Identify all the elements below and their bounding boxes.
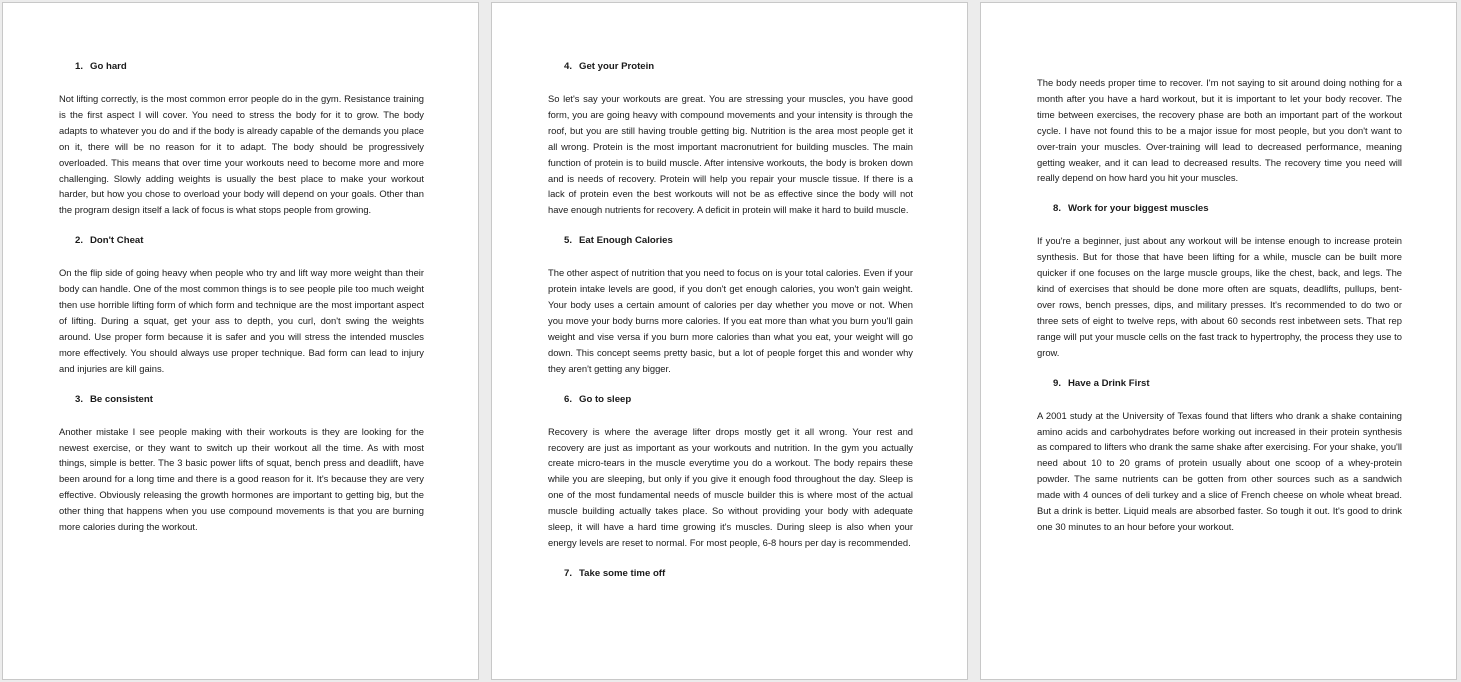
section-body: A 2001 study at the University of Texas found that lifters who drank a shake containing amino acids and carbohydrates before working out increased in their protein synthesis as compared to lifters who drank the same shake after exercising. For your shake, you'll need about 10 to 20 grams of protein usually about one scoop of a whey-protein powder. The same nutrients can be gotten from other sources such as a sandwich made with 4 ounces of deli turkey and a slice of French cheese on whole wheat bread. But a drink is better. Liquid meals are absorbed faster. So tough it out. It's good to drink one 30 minutes to an hour before your workout.: [1037, 409, 1402, 532]
section-heading-take-some-time-off: [548, 566, 913, 582]
section-heading-eat-enough-calories: [548, 233, 913, 249]
section-number: 6.: [564, 393, 573, 405]
page-content: [548, 59, 913, 598]
section-body: Recovery is where the average lifter drops mostly get it all wrong. Your rest and recovery are just as important as your workouts and nutrition. In the gym you actually create micro-tears in the muscle everytime you do a workout. The body repairs these while you are sleeping, but only if you give it enough food throughout the day. Sleep is one of the most fundamental needs of muscle builder this is where most of the actual muscle building actually takes place. So without providing your body with adequate sleep, it will have a hard time growing it's muscles. During sleep is also when your energy levels are reset to normal. For most people, 6-8 hours per day is recommended.: [548, 425, 913, 548]
page-content: [59, 59, 424, 550]
section-number: 5.: [564, 235, 573, 247]
section-body: So let's say your workouts are great. You are stressing your muscles, you have good form, you are going heavy with compound movements and your intensity is through the roof, but you are still having trouble getting big. Nutrition is the area most people get it all wrong. Protein is the most important macronutrient for building muscles. The main function of protein is to build muscle. After intensive workouts, the body is broken down and is needs of recovery. Protein will help you repair your muscle tissue. If there is a lack of protein even the best workouts will not be as effective since the body will not have enough nutrients for recovery. A deficit in protein will make it hard to build muscle.: [548, 93, 913, 216]
section-number: 1.: [75, 61, 84, 72]
section-heading-dont-cheat: [59, 233, 424, 249]
document-page-2[interactable]: [491, 2, 968, 680]
section-heading-get-your-protein: [548, 59, 913, 75]
section-title: Be consistent: [90, 393, 153, 405]
page-content: [1037, 75, 1402, 550]
section-number: 8.: [1053, 203, 1062, 215]
section-number: 3.: [75, 393, 84, 405]
document-page-1[interactable]: [2, 2, 479, 680]
section-title: Get your Protein: [579, 61, 655, 72]
section-body: If you're a beginner, just about any workout will be intense enough to increase protein synthesis. But for those that have been lifting for a while, muscle can be built more quicker if one focuses on the large muscle groups, like the chest, back, and legs. The kind of exercises that should be done more often are squats, deadlifts, pullups, bent-over rows, bench presses, dips, and military presses. It's recommended to do two or three sets of eight to twelve reps, with about 60 seconds rest inbetween sets. That rep range will put your muscle cells on the fast track to hypertrophy, the process they use to grow.: [1037, 235, 1402, 358]
document-page-3[interactable]: [980, 2, 1457, 680]
section-title: Go to sleep: [579, 393, 632, 405]
section-heading-have-a-drink-first: [1037, 376, 1402, 392]
section-heading-be-consistent: [59, 392, 424, 408]
section-body: On the flip side of going heavy when people who try and lift way more weight than their body can handle. One of the most common things is to see people pile too much weight then use horrible lifting form of which form and technique are the most important aspect of lifting. During a squat, get your ass to depth, you curl, don't swing the weights around. Use proper form because it is safer and you will stress the intended muscles more effectively. You should always use proper technique. Bad form can lead to injury and injuries are kill gains.: [59, 267, 424, 374]
section-number: 4.: [564, 61, 573, 72]
section-body: The other aspect of nutrition that you need to focus on is your total calories. Even if your protein intake levels are good, if you don't get enough calories, you won't gain weight. Your body uses a certain amount of calories per day whether you move or not. When you move your body burns more calories. If you eat more than what you burn you'll gain weight and vise versa if you burn more calories than what you eat, your weight will go down. This concept seems pretty basic, but a lot of people forget this and wonder why they aren't getting any bigger.: [548, 267, 913, 374]
section-title: Go hard: [90, 61, 127, 72]
section-body: Not lifting correctly, is the most common error people do in the gym. Resistance training is the first aspect I will cover. You need to stress the body for it to grow. The body adapts to whatever you do and if the body is already capable of the demands you place on it, there will be no reason for it to adapt. The body should be progressively overloaded. This means that over time your workouts need to become more and more challenging. Slowly adding weights is usually the best place to make your workout harder, but how you chose to overload your body will depend on your goals. Other than the program design itself a lack of focus is what stops people from growing.: [59, 93, 424, 216]
section-heading-work-for-your-biggest-muscles: [1037, 201, 1402, 217]
section-body: Another mistake I see people making with their workouts is they are looking for the newest exercise, or they want to switch up their workout all the time. As with most things, simple is better. The 3 basic power lifts of squat, bench press and deadlift, have been around for a long time and there is a good reason for it. It's because they are very effective. Obviously releasing the growth hormones are important to getting big, but the other thing that happens when you use compound movements is that you are burning more calories during the workout.: [59, 425, 424, 533]
section-body: The body needs proper time to recover. I'm not saying to sit around doing nothing for a month after you have a hard workout, but it is important to let your body recover. The time between exercises, the recovery phase are both an important part of the workout cycle. I have not found this to be a major issue for most people, but you don't want to over-train your muscles. Over-training will lead to decreased performance, meaning getting weaker, and it can lead to decreased results. The recovery time you need will really depend on how hard you hit your muscles.: [1037, 77, 1402, 184]
section-title: Have a Drink First: [1068, 377, 1150, 389]
section-number: 2.: [75, 235, 84, 247]
section-title: Don't Cheat: [90, 235, 144, 247]
section-heading-go-hard: [59, 59, 424, 75]
section-title: Eat Enough Calories: [579, 235, 673, 247]
section-number: 9.: [1053, 377, 1062, 389]
section-title: Take some time off: [579, 567, 666, 579]
section-title: Work for your biggest muscles: [1068, 203, 1209, 215]
section-number: 7.: [564, 567, 573, 579]
section-heading-go-to-sleep: [548, 392, 913, 408]
